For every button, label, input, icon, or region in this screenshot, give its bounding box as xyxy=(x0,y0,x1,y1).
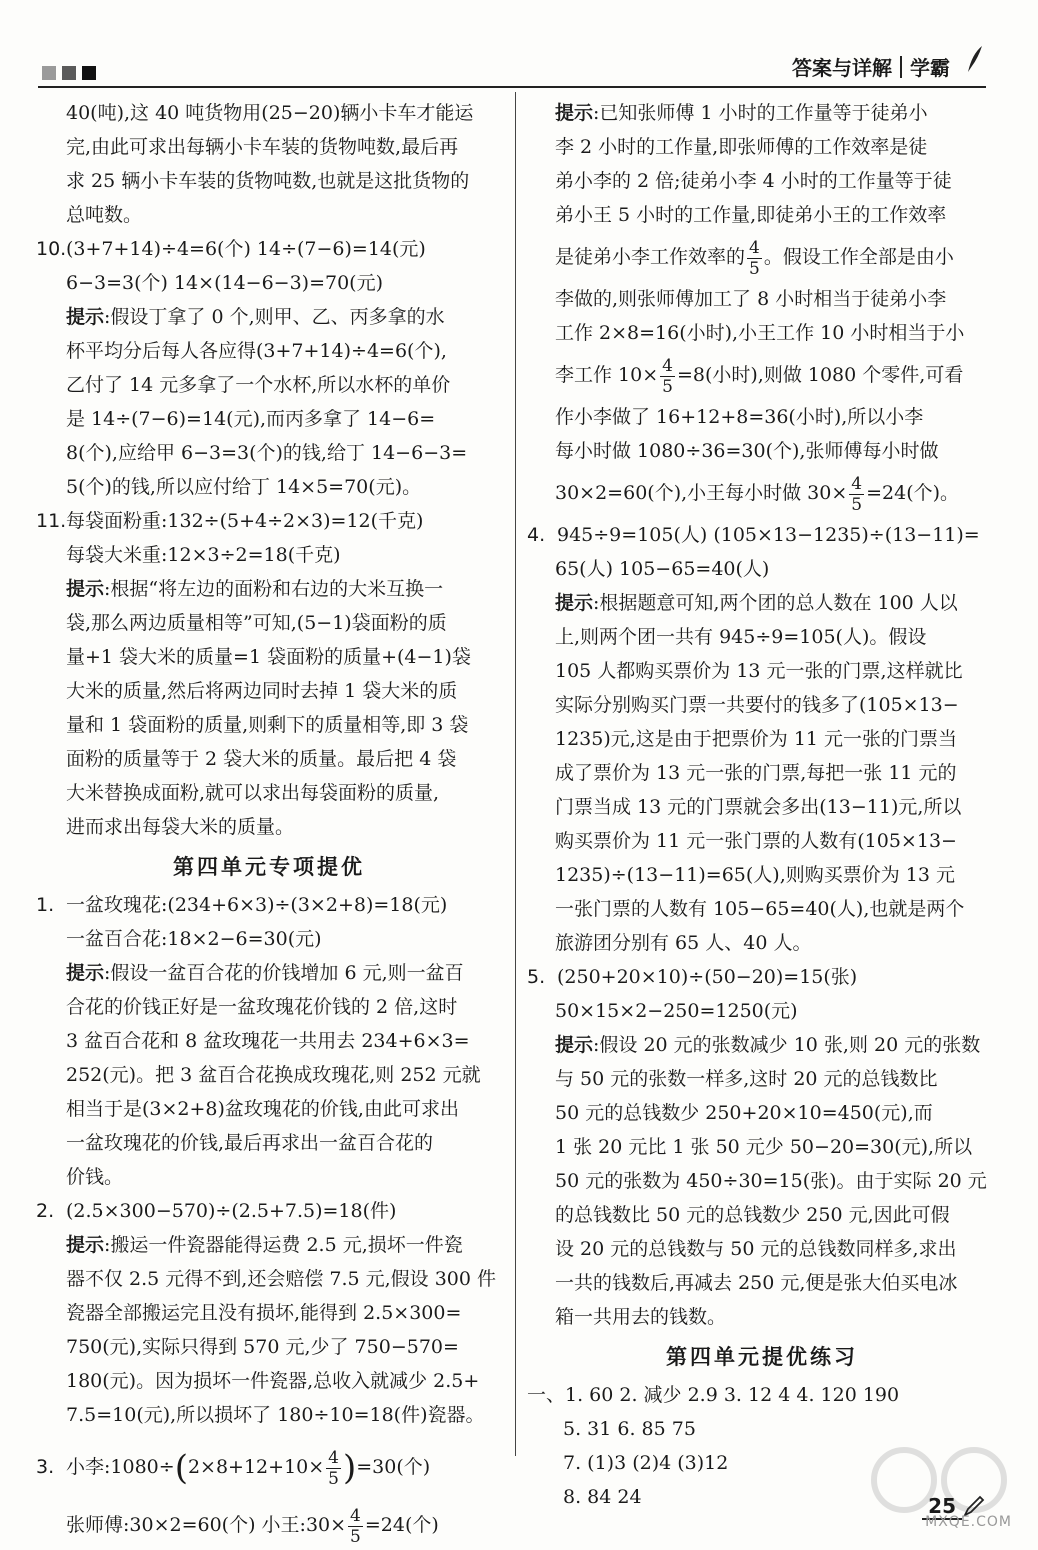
hint-line: 1235)元,这是由于把票价为 11 元一张的门票当 xyxy=(555,728,958,750)
text-line: 求 25 辆小卡车装的货物吨数,也就是这批货物的 xyxy=(66,170,470,192)
answer-line xyxy=(36,1500,502,1550)
fraction xyxy=(849,474,864,515)
hint-line: 门票当成 13 元的门票就会多出(13−11)元,所以 xyxy=(555,796,962,818)
hint-line xyxy=(527,468,997,518)
paren-open: ( xyxy=(174,1448,188,1488)
fraction-denominator: 5 xyxy=(851,494,863,515)
fraction xyxy=(747,238,762,279)
hint-label: 提示 xyxy=(555,592,594,614)
hint-line: 箱一共用去的钱数。 xyxy=(555,1306,727,1328)
hint-line: 105 人都购买票价为 13 元一张的门票,这样就比 xyxy=(555,660,963,682)
brand-feather-icon xyxy=(966,44,984,74)
hint-line: 的总钱数比 50 元的总钱数少 250 元,因此可假 xyxy=(555,1204,950,1226)
fraction-numerator: 4 xyxy=(851,473,863,494)
answer-text: =24(个) xyxy=(364,1514,439,1536)
answer-line: 6−3=3(个) 14×(14−6−3)=70(元) xyxy=(66,272,384,294)
answer-line: 每袋大米重:12×3÷2=18(千克) xyxy=(66,544,341,566)
text-line: 总吨数。 xyxy=(66,204,143,226)
right-column xyxy=(527,96,997,1514)
hint-line xyxy=(527,96,997,130)
hint-line: 一张门票的人数有 105−65=40(人),也就是两个 xyxy=(555,898,965,920)
paren-close: ) xyxy=(343,1448,357,1488)
hint-line: 量+1 袋大米的质量=1 袋面粉的质量+(4−1)袋 xyxy=(66,646,471,668)
hint-line: 180(元)。因为损坏一件瓷器,总收入就减少 2.5+ xyxy=(66,1370,480,1392)
hint-line: 面粉的质量等于 2 袋大米的质量。最后把 4 袋 xyxy=(66,748,457,770)
hint-line: 大米的质量,然后将两边同时去掉 1 袋大米的质 xyxy=(66,680,458,702)
question-number: 1. xyxy=(36,894,55,916)
header-square-mid xyxy=(62,66,76,80)
answer-text: (2.5×300−570)÷(2.5+7.5)=18(件) xyxy=(66,1200,397,1222)
hint-line: 李 2 小时的工作量,即张师傅的工作效率是徒 xyxy=(555,136,928,158)
answer-text: 一盆玫瑰花:(234+6×3)÷(3×2+8)=18(元) xyxy=(66,894,448,916)
hint-line: 乙付了 14 元多拿了一个水杯,所以水杯的单价 xyxy=(66,374,451,396)
answer-text: 张师傅:30×2=60(个) 小王:30× xyxy=(66,1514,347,1536)
fraction-denominator: 5 xyxy=(350,1526,361,1547)
hint-line xyxy=(36,956,502,990)
hint-line: 一盆玫瑰花的价钱,最后再求出一盆百合花的 xyxy=(66,1132,434,1154)
answer-text: (250+20×10)÷(50−20)=15(张) xyxy=(557,966,858,988)
fraction-denominator: 5 xyxy=(662,376,673,397)
hint-line: 工作 2×8=16(小时),小王工作 10 小时相当于小 xyxy=(555,322,965,344)
page-number: 25 xyxy=(922,1494,962,1520)
hint-line: 弟小王 5 小时的工作量,即徒弟小王的工作效率 xyxy=(555,204,947,226)
hint-line: 瓷器全部搬运完且没有损坏,能得到 2.5×300= xyxy=(66,1302,462,1324)
hint-text: 。假设工作全部是由小 xyxy=(763,246,954,268)
hint-text: =24(个)。 xyxy=(866,482,960,504)
hint-line: 设 20 元的总钱数与 50 元的总钱数同样多,求出 xyxy=(555,1238,957,1260)
answer-line: 8. 84 24 xyxy=(563,1486,642,1508)
hint-line: 每小时做 1080÷36=30(个),张师傅每小时做 xyxy=(555,440,939,462)
hint-line: 进而求出每袋大米的质量。 xyxy=(66,816,295,838)
hint-line: 一共的钱数后,再减去 250 元,便是张大伯买电冰 xyxy=(555,1272,958,1294)
column-divider xyxy=(515,92,516,1456)
answer-text: 小李:1080÷ xyxy=(66,1456,175,1478)
hint-line xyxy=(527,232,997,282)
answer-line xyxy=(527,960,997,994)
section-title: 第四单元专项提优 xyxy=(173,855,365,879)
hint-line: 购买票价为 11 元一张门票的人数有(105×13− xyxy=(555,830,957,852)
hint-line: 旅游团分别有 65 人、40 人。 xyxy=(555,932,812,954)
hint-line: 1235)÷(13−11)=65(人),则购买票价为 13 元 xyxy=(555,864,956,886)
hint-line xyxy=(527,350,997,400)
hint-line xyxy=(36,1228,502,1262)
answer-line xyxy=(36,888,502,922)
hint-line: 50 元的张数为 450÷30=15(张)。由于实际 20 元 xyxy=(555,1170,987,1192)
header-square-dark xyxy=(82,66,96,80)
hint-line xyxy=(527,1028,997,1062)
question-number: 4. xyxy=(527,524,546,546)
header-title: 答案与详解 xyxy=(792,56,892,80)
hint-label: 提示 xyxy=(555,102,594,124)
fraction-denominator: 5 xyxy=(749,258,760,279)
watermark-text: MXQE.COM xyxy=(925,1514,1012,1530)
answer-line: 50×15×2−250=1250(元) xyxy=(555,1000,798,1022)
hint-line xyxy=(527,586,997,620)
fraction-numerator: 4 xyxy=(749,237,760,258)
left-column xyxy=(36,96,502,1550)
header-title-group xyxy=(792,52,976,81)
hint-text: :根据题意可知,两个团的总人数在 100 人以 xyxy=(593,592,958,614)
answer-line: 5. 31 6. 85 75 xyxy=(563,1418,696,1440)
answer-line xyxy=(36,504,502,538)
hint-text: =8(小时),则做 1080 个零件,可看 xyxy=(676,364,964,386)
hint-line: 与 50 元的张数一样多,这时 20 元的总钱数比 xyxy=(555,1068,938,1090)
fraction-numerator: 4 xyxy=(662,355,673,376)
hint-line: 5(个)的钱,所以应付给丁 14×5=70(元)。 xyxy=(66,476,422,498)
hint-line: 7.5=10(元),所以损坏了 180÷10=18(件)瓷器。 xyxy=(66,1404,485,1426)
fraction-numerator: 4 xyxy=(328,1447,339,1468)
hint-line: 合花的价钱正好是一盆玫瑰花价钱的 2 倍,这时 xyxy=(66,996,458,1018)
fraction xyxy=(326,1448,341,1489)
hint-line: 价钱。 xyxy=(66,1166,124,1188)
section-title: 第四单元提优练习 xyxy=(666,1345,858,1369)
hint-line xyxy=(36,572,502,606)
hint-text: :已知张师傅 1 小时的工作量等于徒弟小 xyxy=(593,102,928,124)
hint-text: 30×2=60(个),小王每小时做 30× xyxy=(555,482,848,504)
answer-line xyxy=(36,1442,502,1492)
hint-line: 252(元)。把 3 盆百合花换成玫瑰花,则 252 元就 xyxy=(66,1064,481,1086)
hint-text: :假设丁拿了 0 个,则甲、乙、丙多拿的水 xyxy=(104,306,445,328)
hint-line xyxy=(36,300,502,334)
answer-text: =30(个) xyxy=(356,1456,431,1478)
answer-text: (3+7+14)÷4=6(个) 14÷(7−6)=14(元) xyxy=(66,238,426,260)
hint-label: 提示 xyxy=(66,962,105,984)
answer-text: 每袋面粉重:132÷(5+4÷2×3)=12(千克) xyxy=(66,510,424,532)
hint-line: 弟小李的 2 倍;徒弟小李 4 小时的工作量等于徒 xyxy=(555,170,952,192)
hint-text: :根据“将左边的面粉和右边的大米互换一 xyxy=(104,578,444,600)
fraction xyxy=(348,1506,363,1547)
fraction xyxy=(660,356,675,397)
answer-line: 一、1. 60 2. 减少 2.9 3. 12 4 4. 120 190 xyxy=(527,1384,900,1406)
hint-line: 大米替换成面粉,就可以求出每袋面粉的质量, xyxy=(66,782,440,804)
question-number: 2. xyxy=(36,1200,55,1222)
hint-line: 50 元的总钱数少 250+20×10=450(元),而 xyxy=(555,1102,933,1124)
header-squares xyxy=(42,66,96,80)
hint-line: 3 盆百合花和 8 盆玫瑰花一共用去 234+6×3= xyxy=(66,1030,470,1052)
hint-text: 是徒弟小李工作效率的 xyxy=(555,246,746,268)
hint-text: :假设 20 元的张数减少 10 张,则 20 元的张数 xyxy=(593,1034,981,1056)
answer-line xyxy=(36,232,502,266)
answer-line: 65(人) 105−65=40(人) xyxy=(555,558,770,580)
hint-line: 750(元),实际只得到 570 元,少了 750−570= xyxy=(66,1336,459,1358)
hint-line: 量和 1 袋面粉的质量,则剩下的质量相等,即 3 袋 xyxy=(66,714,469,736)
hint-line: 作小李做了 16+12+8=36(小时),所以小李 xyxy=(555,406,924,428)
answer-line: 7. (1)3 (2)4 (3)12 xyxy=(563,1452,729,1474)
question-number: 3. xyxy=(36,1456,55,1478)
answer-line: 一盆百合花:18×2−6=30(元) xyxy=(66,928,322,950)
hint-label: 提示 xyxy=(66,1234,105,1256)
header-rule xyxy=(38,86,986,88)
hint-line: 是 14÷(7−6)=14(元),而丙多拿了 14−6= xyxy=(66,408,436,430)
hint-line: 1 张 20 元比 1 张 50 元少 50−20=30(元),所以 xyxy=(555,1136,973,1158)
header-separator xyxy=(900,56,902,78)
hint-line: 上,则两个团一共有 945÷9=105(人)。假设 xyxy=(555,626,927,648)
hint-line: 8(个),应给甲 6−3=3(个)的钱,给丁 14−6−3= xyxy=(66,442,468,464)
text-line: 完,由此可求出每辆小卡车装的货物吨数,最后再 xyxy=(66,136,459,158)
question-number: 10. xyxy=(36,238,67,260)
text-line: 40(吨),这 40 吨货物用(25−20)辆小卡车才能运 xyxy=(66,102,474,124)
hint-label: 提示 xyxy=(555,1034,594,1056)
answer-text: 2×8+12+10× xyxy=(187,1456,325,1478)
header-brand: 学霸 xyxy=(910,56,950,80)
answer-line xyxy=(36,1194,502,1228)
fraction-numerator: 4 xyxy=(350,1505,361,1526)
hint-label: 提示 xyxy=(66,306,105,328)
hint-text: 李工作 10× xyxy=(555,364,659,386)
fraction-denominator: 5 xyxy=(328,1468,339,1489)
hint-line: 袋,那么两边质量相等”可知,(5−1)袋面粉的质 xyxy=(66,612,447,634)
hint-line: 成了票价为 13 元一张的门票,每把一张 11 元的 xyxy=(555,762,957,784)
hint-line: 杯平均分后每人各应得(3+7+14)÷4=6(个), xyxy=(66,340,447,362)
hint-line: 器不仅 2.5 元得不到,还会赔偿 7.5 元,假设 300 件 xyxy=(66,1268,497,1290)
hint-line: 实际分别购买门票一共要付的钱多了(105×13− xyxy=(555,694,959,716)
hint-line: 相当于是(3×2+8)盆玫瑰花的价钱,由此可求出 xyxy=(66,1098,459,1120)
hint-text: :假设一盆百合花的价钱增加 6 元,则一盆百 xyxy=(104,962,464,984)
answer-line xyxy=(527,518,997,552)
hint-line: 李做的,则张师傅加工了 8 小时相当于徒弟小李 xyxy=(555,288,947,310)
hint-label: 提示 xyxy=(66,578,105,600)
question-number: 11. xyxy=(36,510,67,532)
header-square-light xyxy=(42,66,56,80)
answer-text: 945÷9=105(人) (105×13−1235)÷(13−11)= xyxy=(557,524,980,546)
question-number: 5. xyxy=(527,966,546,988)
hint-text: :搬运一件瓷器能得运费 2.5 元,损坏一件瓷 xyxy=(104,1234,463,1256)
